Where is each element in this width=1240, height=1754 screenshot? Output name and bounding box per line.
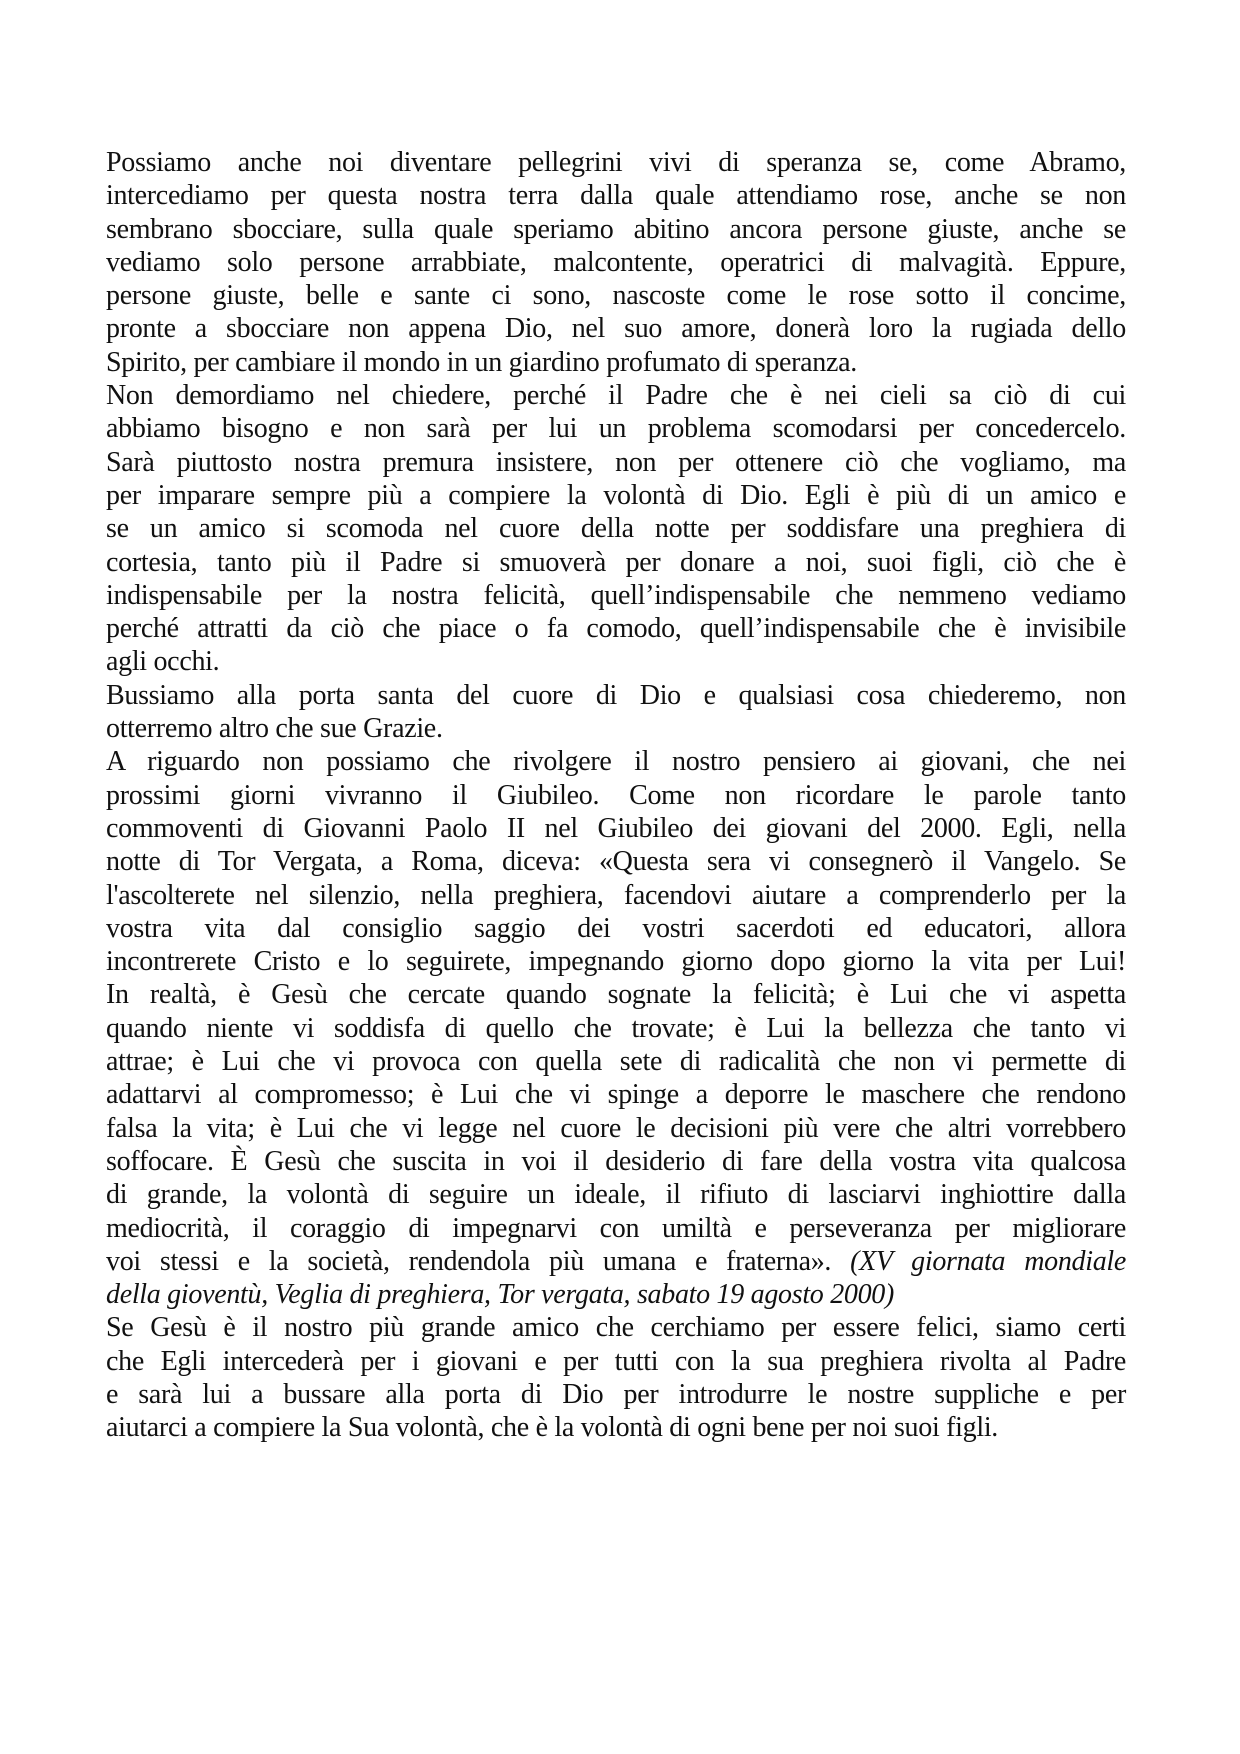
text-line: cortesia, tanto più il Padre si smuoverà per donare a noi, suoi figli, ciò che è	[106, 546, 1126, 578]
paragraph-3	[106, 679, 1126, 746]
body-text	[106, 146, 1126, 1445]
text-line: adattarvi al compromesso; è Lui che vi spinge a deporre le maschere che rendono	[106, 1079, 1126, 1111]
text-line: Bussiamo alla porta santa del cuore di Dio e qualsiasi cosa chiederemo, non	[106, 679, 1126, 711]
text-line: per imparare sempre più a compiere la volontà di Dio. Egli è più di un amico e	[106, 479, 1126, 511]
text-line: A riguardo non possiamo che rivolgere il nostro pensiero ai giovani, che nei	[106, 746, 1126, 778]
text-line: se un amico si scomoda nel cuore della notte per soddisfare una preghiera di	[106, 513, 1126, 545]
citation-line: della gioventù, Veglia di preghiera, Tor vergata, sabato 19 agosto 2000)	[106, 1279, 895, 1311]
text-line: che Egli intercederà per i giovani e per tutti con la sua preghiera rivolta al Padre	[106, 1345, 1126, 1377]
text-line: quando niente vi soddisfa di quello che trovate; è Lui la bellezza che tanto vi	[106, 1012, 1126, 1044]
text-line: agli occhi.	[106, 646, 220, 678]
text-line: intercediamo per questa nostra terra dalla quale attendiamo rose, anche se non	[106, 180, 1126, 212]
text-line: In realtà, è Gesù che cercate quando sognate la felicità; è Lui che vi aspetta	[106, 979, 1126, 1011]
text-line: e sarà lui a bussare alla porta di Dio per introdurre le nostre suppliche e per	[106, 1378, 1126, 1410]
text-line: sembrano sbocciare, sulla quale speriamo abitino ancora persone giuste, anche se	[106, 213, 1126, 245]
text-line: l'ascolterete nel silenzio, nella preghiera, facendovi aiutare a comprenderlo per la	[106, 879, 1126, 911]
text-line: attrae; è Lui che vi provoca con quella sete di radicalità che non vi permette di	[106, 1046, 1126, 1078]
text-line: abbiamo bisogno e non sarà per lui un problema scomodarsi per concedercelo.	[106, 413, 1126, 445]
text-line: vostra vita dal consiglio saggio dei vostri sacerdoti ed educatori, allora	[106, 912, 1126, 944]
text-line: di grande, la volontà di seguire un ideale, il rifiuto di lasciarvi inghiottire dalla	[106, 1179, 1126, 1211]
text-line: persone giuste, belle e sante ci sono, nascoste come le rose sotto il concime,	[106, 280, 1126, 312]
text-line: aiutarci a compiere la Sua volontà, che è la volontà di ogni bene per noi suoi figli.	[106, 1412, 998, 1444]
text-line: prossimi giorni vivranno il Giubileo. Come non ricordare le parole tanto	[106, 779, 1126, 811]
text-line: soffocare. È Gesù che suscita in voi il desiderio di fare della vostra vita qualcosa	[106, 1145, 1126, 1177]
paragraph-2	[106, 379, 1126, 679]
text-line: pronte a sbocciare non appena Dio, nel suo amore, donerà loro la rugiada dello	[106, 313, 1126, 345]
text-line: Possiamo anche noi diventare pellegrini vivi di speranza se, come Abramo,	[106, 147, 1126, 178]
text-line: commoventi di Giovanni Paolo II nel Giubileo dei giovani del 2000. Egli, nella	[106, 812, 1126, 844]
text-line: Se Gesù è il nostro più grande amico che cerchiamo per essere felici, siamo certi	[106, 1312, 1126, 1344]
text-line: Sarà piuttosto nostra premura insistere, non per ottenere ciò che vogliamo, ma	[106, 446, 1126, 478]
paragraph-5	[106, 1311, 1126, 1444]
text-line: Non demordiamo nel chiedere, perché il Padre che è nei cieli sa ciò di cui	[106, 380, 1126, 412]
quote-end-text: voi stessi e la società, rendendola più umana e fraterna».	[106, 1245, 832, 1277]
text-line: Spirito, per cambiare il mondo in un giardino profumato di speranza.	[106, 346, 857, 378]
text-line: perché attratti da ciò che piace o fa comodo, quell’indispensabile che è invisibile	[106, 613, 1126, 645]
paragraph-4	[106, 745, 1126, 1311]
text-line: otterremo altro che sue Grazie.	[106, 713, 443, 745]
paragraph-1	[106, 146, 1126, 379]
quote-end-line	[106, 1245, 1126, 1278]
text-line: mediocrità, il coraggio di impegnarvi con umiltà e perseveranza per migliorare	[106, 1212, 1126, 1244]
text-line: notte di Tor Vergata, a Roma, diceva: «Questa sera vi consegnerò il Vangelo. Se	[106, 846, 1126, 878]
text-line: indispensabile per la nostra felicità, quell’indispensabile che nemmeno vediamo	[106, 579, 1126, 611]
text-line: vediamo solo persone arrabbiate, malcontente, operatrici di malvagità. Eppure,	[106, 246, 1126, 278]
text-line: incontrerete Cristo e lo seguirete, impegnando giorno dopo giorno la vita per Lui!	[106, 946, 1126, 978]
text-line: falsa la vita; è Lui che vi legge nel cuore le decisioni più vere che altri vorrebbero	[106, 1112, 1126, 1144]
citation-text: (XV giornata mondiale	[850, 1245, 1126, 1277]
